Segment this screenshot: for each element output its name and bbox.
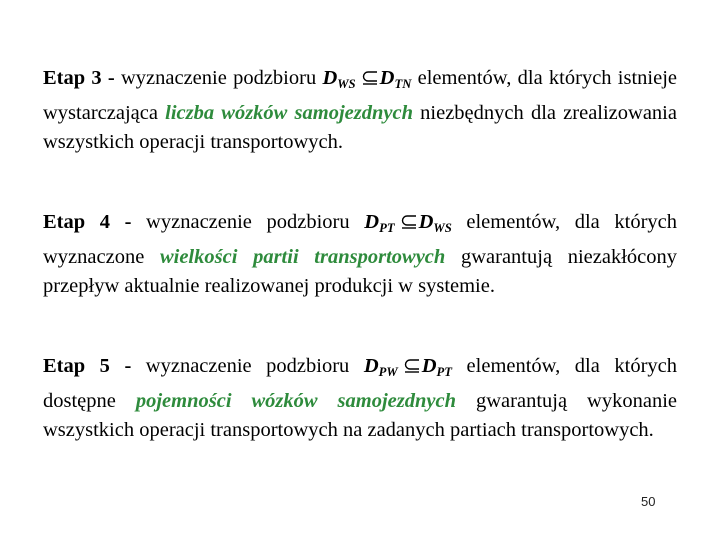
- stage-ending: niezbędnych dla zrealizowania wszystkich operacji transportowych.: [43, 102, 677, 154]
- set-symbol: D: [379, 67, 395, 89]
- paragraph-etap-5: [43, 352, 677, 445]
- set-subscript: PT: [379, 221, 395, 236]
- stage-text: elementów, dla których dostępne: [43, 355, 677, 413]
- stage-label: Etap 5 -: [43, 355, 132, 377]
- set-subscript: WS: [433, 221, 452, 236]
- stage-label: Etap 4 -: [43, 211, 132, 233]
- stage-ending: gwarantują niezakłócony przepływ aktualnie realizowanej produkcji w systemie.: [43, 246, 677, 298]
- highlighted-phrase: wielkości partii transportowych: [159, 246, 446, 269]
- stage-label: Etap 3 -: [43, 67, 115, 89]
- subset-or-equal-icon: [360, 71, 380, 85]
- set-symbol: D: [421, 355, 437, 377]
- paragraph-etap-3: [43, 64, 677, 157]
- subset-or-equal-icon: [402, 359, 422, 373]
- set-symbol: D: [363, 355, 379, 377]
- highlighted-phrase: pojemności wózków samojezdnych: [135, 390, 457, 413]
- stage-text: elementów, dla których wyznaczone: [43, 211, 678, 269]
- page-number: 50: [641, 494, 656, 509]
- stage-text: elementów, dla których istnieje wystarczająca: [43, 67, 677, 125]
- set-symbol: D: [322, 67, 338, 89]
- subset-or-equal-icon: [399, 215, 419, 229]
- stage-ending: gwarantują wykonanie wszystkich operacji transportowych na zadanych partiach transportowych.: [43, 390, 677, 442]
- stage-intro: wyznaczenie podzbioru: [114, 67, 323, 89]
- set-subscript: PT: [436, 365, 453, 380]
- set-symbol: D: [364, 211, 380, 233]
- set-subscript: PW: [378, 365, 398, 380]
- set-subscript: TN: [394, 77, 412, 92]
- stage-intro: wyznaczenie podzbioru: [131, 355, 364, 377]
- set-subscript: WS: [337, 77, 356, 92]
- set-symbol: D: [418, 211, 434, 233]
- paragraph-etap-4: [43, 208, 677, 301]
- stage-intro: wyznaczenie podzbioru: [131, 211, 365, 233]
- highlighted-phrase: liczba wózków samojezdnych: [165, 102, 413, 125]
